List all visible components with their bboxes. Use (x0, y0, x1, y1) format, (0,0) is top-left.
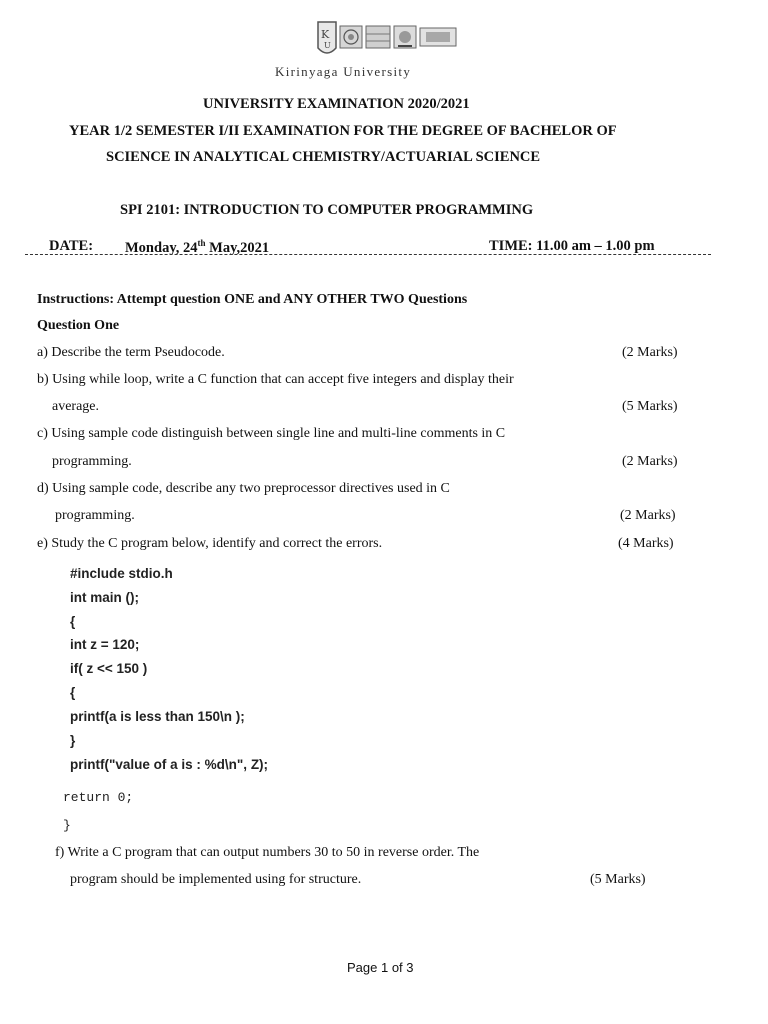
instructions: Instructions: Attempt question ONE and ANY OTHER TWO Questions (37, 292, 468, 307)
question-b-line2: average. (52, 399, 100, 414)
question-b-marks: (5 Marks) (622, 399, 678, 414)
svg-text:U: U (324, 41, 331, 50)
code-line: { (70, 614, 76, 629)
question-d-line2: programming. (55, 508, 135, 523)
question-c-line2: programming. (52, 454, 132, 469)
crest-icon (318, 22, 456, 53)
code-line: if( z << 150 ) (70, 661, 148, 676)
university-name: Kirinyaga University (275, 64, 412, 79)
question-e: e) Study the C program below, identify and correct the errors. (37, 536, 383, 551)
course-title: SPI 2101: INTRODUCTION TO COMPUTER PROGRAMMING (120, 202, 534, 218)
question-f-line1: f) Write a C program that can output numbers 30 to 50 in reverse order. The (55, 845, 480, 860)
university-logo (300, 18, 465, 64)
date-value: Monday, 24th May,2021 (125, 238, 270, 256)
question-c-line1: c) Using sample code distinguish between single line and multi-line comments in C (37, 426, 506, 441)
code-line: return 0; (63, 790, 134, 805)
header-divider (25, 254, 711, 255)
code-line: printf(a is less than 150\n ); (70, 709, 245, 724)
code-line: int z = 120; (70, 637, 140, 652)
question-f-line2: program should be implemented using for structure. (70, 872, 362, 887)
time-value: TIME: 11.00 am – 1.00 pm (489, 238, 655, 254)
question-a-marks: (2 Marks) (622, 345, 678, 360)
question-d-marks: (2 Marks) (620, 508, 676, 523)
date-label: DATE: (49, 238, 94, 254)
question-f-marks: (5 Marks) (590, 872, 646, 887)
question-d-line1: d) Using sample code, describe any two preprocessor directives used in C (37, 481, 450, 496)
code-line: int main (); (70, 590, 139, 605)
svg-text:K: K (321, 28, 330, 41)
question-a: a) Describe the term Pseudocode. (37, 345, 225, 360)
code-line: { (70, 685, 76, 700)
exam-title: UNIVERSITY EXAMINATION 2020/2021 (203, 96, 470, 112)
code-line: } (70, 733, 76, 748)
question-one-title: Question One (37, 318, 120, 333)
degree-line-2: SCIENCE IN ANALYTICAL CHEMISTRY/ACTUARIAL SCIENCE (106, 149, 541, 165)
question-e-marks: (4 Marks) (618, 536, 674, 551)
question-c-marks: (2 Marks) (622, 454, 678, 469)
question-b-line1: b) Using while loop, write a C function that can accept five integers and display their (37, 372, 514, 387)
code-line: } (63, 818, 71, 833)
degree-line-1: YEAR 1/2 SEMESTER I/II EXAMINATION FOR THE DEGREE OF BACHELOR OF (69, 123, 617, 139)
page-number: Page 1 of 3 (347, 960, 414, 975)
code-line: #include stdio.h (70, 566, 173, 581)
code-line: printf("value of a is : %d\n", Z); (70, 757, 269, 772)
